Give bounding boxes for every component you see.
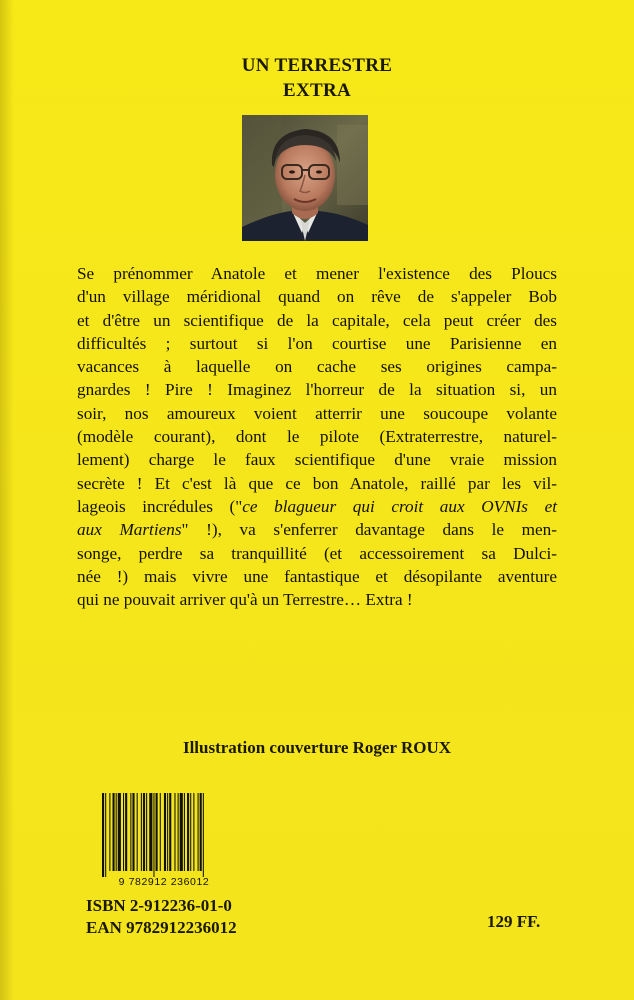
barcode-bar bbox=[141, 793, 142, 871]
barcode-bar bbox=[116, 793, 117, 871]
illustration-credit: Illustration couverture Roger ROUX bbox=[182, 738, 452, 757]
blurb-line: et d'être un scientifique de la capitale, cela peut créer des bbox=[77, 310, 557, 330]
blurb-line: qui ne pouvait arriver qu'à un Terrestre… Extra ! bbox=[77, 590, 413, 610]
barcode-bars bbox=[100, 793, 226, 879]
barcode-bar bbox=[198, 793, 199, 871]
barcode-bar bbox=[178, 793, 179, 871]
barcode-bar bbox=[102, 793, 104, 877]
blurb-line: secrète ! Et c'est là que ce bon Anatole, raillé par les vil- bbox=[77, 473, 557, 493]
barcode-bar bbox=[149, 793, 152, 871]
blurb-line bbox=[77, 518, 557, 541]
blurb-line: difficultés ; surtout si l'on courtise une Parisienne en bbox=[77, 333, 557, 353]
book-title-line-2: EXTRA bbox=[282, 80, 351, 101]
back-cover-blurb bbox=[77, 262, 557, 611]
author-photo bbox=[242, 115, 368, 241]
barcode-bar bbox=[190, 793, 191, 871]
barcode-bar bbox=[187, 793, 189, 871]
price: 129 FF. bbox=[487, 912, 541, 931]
blurb-text: lageois incrédules (" bbox=[77, 496, 243, 516]
spine-shadow bbox=[0, 0, 14, 1000]
blurb-line: songe, perdre sa tranquillité (et accessoirement sa Dulci- bbox=[77, 543, 557, 563]
barcode-bar bbox=[164, 793, 166, 871]
barcode-bar bbox=[132, 793, 134, 871]
barcode-bar bbox=[153, 793, 154, 877]
author-portrait-image bbox=[242, 115, 368, 241]
blurb-quote: ce blagueur qui croit aux OVNIs et bbox=[242, 496, 557, 516]
barcode-bar bbox=[184, 793, 185, 871]
book-title-line-1: UN TERRESTRE bbox=[241, 55, 393, 76]
blurb-line: soir, nos amoureux voient atterrir une soucoupe volante bbox=[77, 403, 557, 423]
blurb-line bbox=[77, 495, 557, 518]
barcode-bar bbox=[203, 793, 204, 877]
barcode-bar bbox=[169, 793, 171, 871]
barcode-bar bbox=[118, 793, 121, 871]
barcode-bar bbox=[200, 793, 202, 871]
barcode-bar bbox=[109, 793, 110, 871]
blurb-quote: aux Martiens bbox=[77, 520, 182, 540]
blurb-line: lement) charge le faux scientifique d'une vraie mission bbox=[77, 450, 557, 470]
barcode-bar bbox=[146, 793, 147, 871]
blurb-line: née !) mais vivre une fantastique et désopilante aventure bbox=[77, 566, 557, 586]
blurb-line: vacances à laquelle on cache ses origines campa- bbox=[77, 357, 557, 377]
blurb-line: d'un village méridional quand on rêve de s'appeler Bob bbox=[77, 287, 557, 307]
barcode-digits: 9 782912 236012 bbox=[118, 876, 210, 888]
barcode-bar bbox=[130, 793, 131, 871]
barcode-bar bbox=[123, 793, 124, 871]
blurb-line: Se prénommer Anatole et mener l'existence des Ploucs bbox=[77, 264, 557, 283]
barcode-bar bbox=[174, 793, 175, 871]
barcode-bar bbox=[125, 793, 127, 871]
ean-number: EAN 9782912236012 bbox=[86, 918, 237, 937]
blurb-text: " !), va s'enferrer davantage dans le men- bbox=[181, 520, 557, 540]
barcode-bar bbox=[143, 793, 145, 871]
barcode-bar bbox=[160, 793, 161, 871]
barcode-bar bbox=[167, 793, 168, 871]
barcode-bar bbox=[156, 793, 158, 871]
barcode-bar bbox=[193, 793, 194, 871]
barcode-bar bbox=[180, 793, 183, 871]
isbn-number: ISBN 2-912236-01-0 bbox=[86, 896, 232, 915]
blurb-line: (modèle courant), dont le pilote (Extraterrestre, naturel- bbox=[77, 427, 557, 447]
barcode-bar bbox=[105, 793, 106, 877]
blurb-line: gnardes ! Pire ! Imaginez l'horreur de la situation si, un bbox=[77, 380, 557, 400]
barcode-bar bbox=[137, 793, 138, 871]
barcode-bar bbox=[113, 793, 115, 871]
